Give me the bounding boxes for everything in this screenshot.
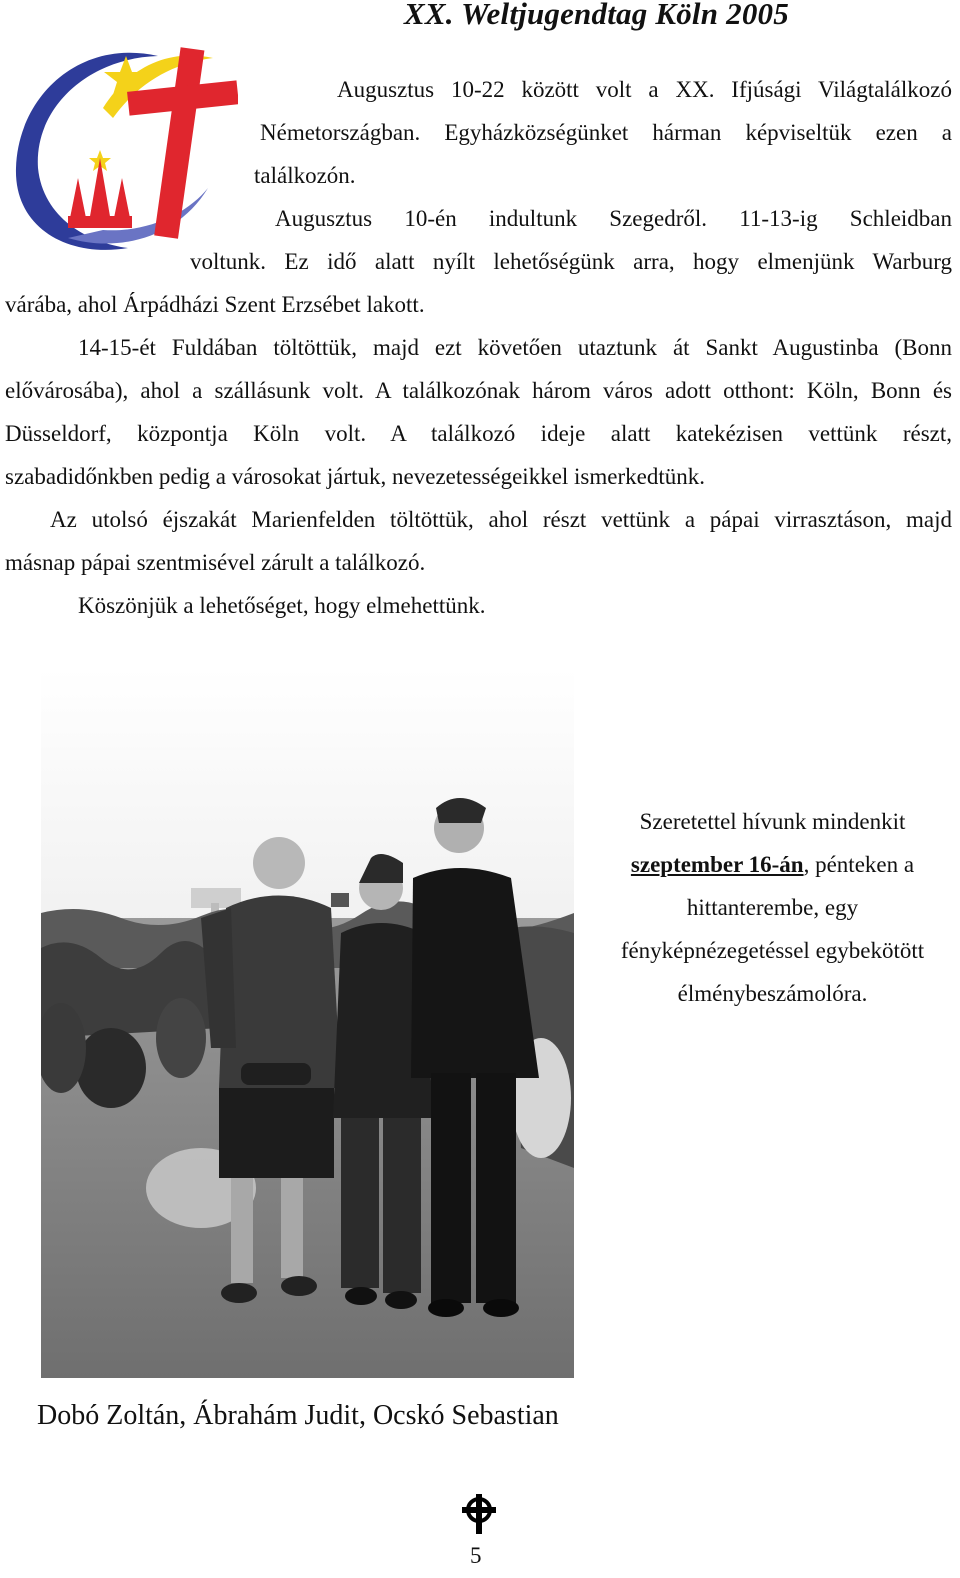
invite-line-2-rest: , pénteken a [803,852,915,877]
article-line-6: várába, ahol Árpádházi Szent Erzsébet lakott. [5,292,425,317]
article-line-7: 14-15-ét Fuldában töltöttük, majd ezt követően utaztunk át Sankt Augustinba (Bonn [78,335,952,360]
article-line-9: Düsseldorf, központja Köln volt. A találkozó ideje alatt katekézisen vettünk részt, [5,421,952,446]
invite-line-2 [600,843,945,886]
article-line-12: másnap pápai szentmisével zárult a találkozó. [5,550,426,575]
invite-line-5: élménybeszámolóra. [677,981,868,1006]
article-line-8: elővárosába), ahol a szállásunk volt. A találkozónak három város adott otthont: Köln, Bonn és [5,378,952,403]
group-photo [41,668,574,1378]
invite-line-4: fényképnézegetéssel egybekötött [620,938,925,963]
invitation-block [600,800,945,1015]
article-line-10: szabadidőnkben pedig a városokat jártuk, nevezetességeikkel ismerkedtünk. [5,464,705,489]
article-line-5: voltunk. Ez idő alatt nyílt lehetőségünk arra, hogy elmenjünk Warburg [190,249,952,274]
cross-icon [462,1494,496,1534]
article-line-2: Németországban. Egyházközségünket hárman képviseltük ezen a [260,120,952,145]
invite-line-3: hittanterembe, egy [686,895,859,920]
wjt-logo-icon [8,38,238,258]
photo-caption: Dobó Zoltán, Ábrahám Judit, Ocskó Sebastian [37,1400,559,1431]
article-line-3: találkozón. [254,163,356,188]
page-title: XX. Weltjugendtag Köln 2005 [404,0,789,31]
article-line-4: Augusztus 10-én indultunk Szegedről. 11-13-ig Schleidban [275,206,952,231]
article-line-11: Az utolsó éjszakát Marienfelden töltöttük, ahol részt vettünk a pápai virrasztáson, majd [50,507,952,532]
article-line-1: Augusztus 10-22 között volt a XX. Ifjúsági Világtalálkozó [337,77,952,102]
invite-date: szeptember 16-án [630,852,804,877]
invite-line-1: Szeretettel hívunk mindenkit [639,809,906,834]
page-number: 5 [470,1543,482,1568]
article-line-13: Köszönjük a lehetőséget, hogy elmehettünk. [78,593,486,618]
